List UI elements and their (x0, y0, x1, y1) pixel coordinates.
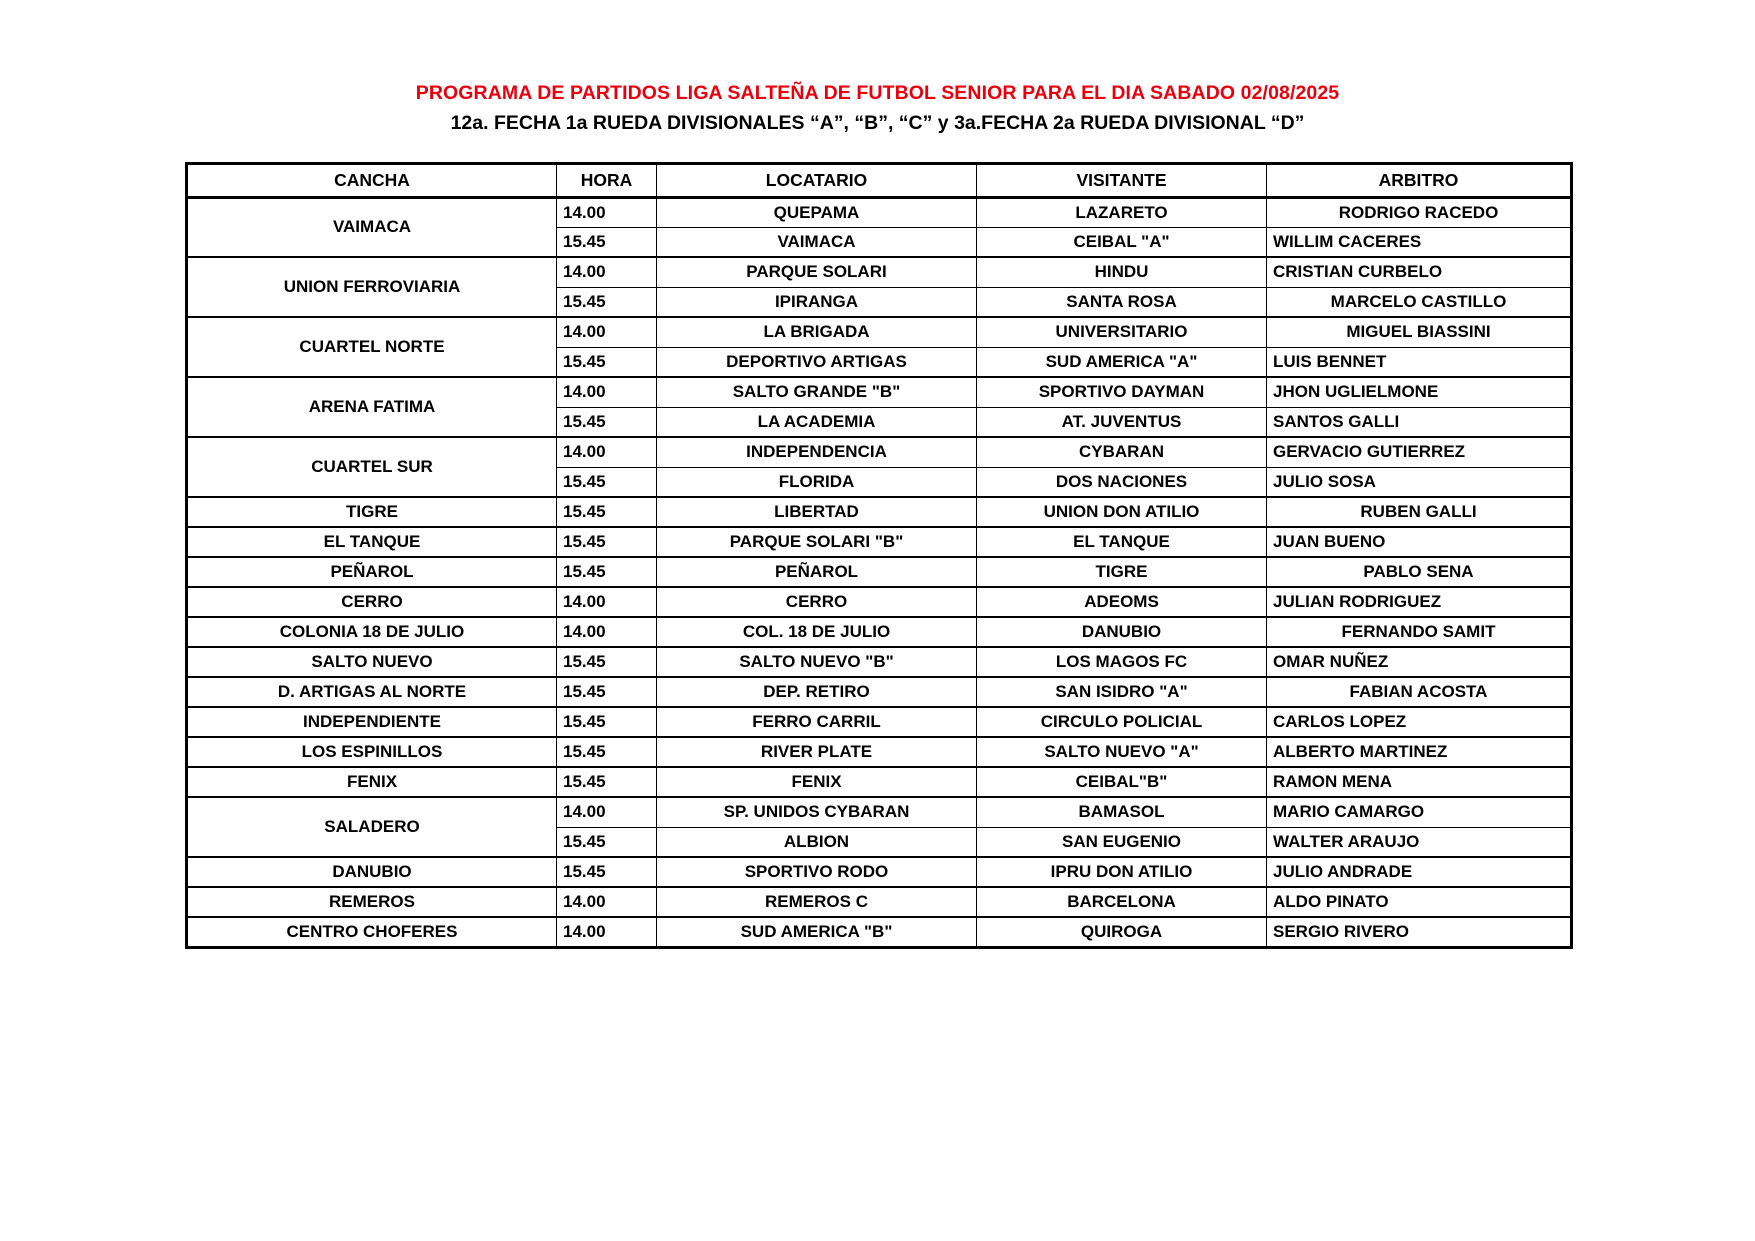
cell-locatario: QUEPAMA (657, 197, 977, 227)
cell-visitante: SALTO NUEVO "A" (977, 737, 1267, 767)
cell-hora: 15.45 (557, 347, 657, 377)
cell-visitante: SPORTIVO DAYMAN (977, 377, 1267, 407)
table-header-row (187, 163, 1572, 197)
cell-cancha: INDEPENDIENTE (187, 707, 557, 737)
table-row (187, 617, 1572, 647)
cell-hora: 15.45 (557, 527, 657, 557)
cell-arbitro: RODRIGO RACEDO (1267, 197, 1572, 227)
match-schedule-table (185, 162, 1573, 949)
table-body (187, 197, 1572, 947)
table-row (187, 857, 1572, 887)
cell-visitante: AT. JUVENTUS (977, 407, 1267, 437)
table-row (187, 317, 1572, 347)
cell-arbitro: MIGUEL BIASSINI (1267, 317, 1572, 347)
cell-visitante: EL TANQUE (977, 527, 1267, 557)
cell-hora: 15.45 (557, 827, 657, 857)
cell-hora: 15.45 (557, 407, 657, 437)
cell-hora: 15.45 (557, 497, 657, 527)
cell-visitante: UNIVERSITARIO (977, 317, 1267, 347)
table-row (187, 707, 1572, 737)
cell-arbitro: CARLOS LOPEZ (1267, 707, 1572, 737)
cell-arbitro: JULIO ANDRADE (1267, 857, 1572, 887)
cell-arbitro: JHON UGLIELMONE (1267, 377, 1572, 407)
cell-cancha: ARENA FATIMA (187, 377, 557, 437)
table-row (187, 377, 1572, 407)
cell-visitante: CEIBAL "A" (977, 227, 1267, 257)
column-header-cancha: CANCHA (187, 163, 557, 197)
cell-cancha: PEÑAROL (187, 557, 557, 587)
cell-hora: 15.45 (557, 467, 657, 497)
cell-locatario: CERRO (657, 587, 977, 617)
cell-locatario: SALTO NUEVO "B" (657, 647, 977, 677)
cell-locatario: DEPORTIVO ARTIGAS (657, 347, 977, 377)
cell-hora: 14.00 (557, 587, 657, 617)
cell-locatario: PARQUE SOLARI (657, 257, 977, 287)
cell-cancha: SALTO NUEVO (187, 647, 557, 677)
cell-hora: 14.00 (557, 257, 657, 287)
cell-hora: 14.00 (557, 887, 657, 917)
cell-locatario: FLORIDA (657, 467, 977, 497)
cell-hora: 14.00 (557, 797, 657, 827)
cell-locatario: LA BRIGADA (657, 317, 977, 347)
table-row (187, 497, 1572, 527)
cell-visitante: LAZARETO (977, 197, 1267, 227)
table-row (187, 527, 1572, 557)
cell-locatario: FERRO CARRIL (657, 707, 977, 737)
table-row (187, 647, 1572, 677)
cell-cancha: COLONIA 18 DE JULIO (187, 617, 557, 647)
table-row (187, 197, 1572, 227)
cell-hora: 14.00 (557, 617, 657, 647)
cell-visitante: DANUBIO (977, 617, 1267, 647)
cell-arbitro: PABLO SENA (1267, 557, 1572, 587)
schedule-table-container (185, 162, 1570, 949)
cell-locatario: RIVER PLATE (657, 737, 977, 767)
cell-locatario: ALBION (657, 827, 977, 857)
cell-visitante: QUIROGA (977, 917, 1267, 947)
cell-visitante: DOS NACIONES (977, 467, 1267, 497)
column-header-arbitro: ARBITRO (1267, 163, 1572, 197)
cell-visitante: BARCELONA (977, 887, 1267, 917)
cell-arbitro: JULIO SOSA (1267, 467, 1572, 497)
cell-cancha: CUARTEL NORTE (187, 317, 557, 377)
cell-arbitro: JUAN BUENO (1267, 527, 1572, 557)
cell-arbitro: MARCELO CASTILLO (1267, 287, 1572, 317)
cell-visitante: SANTA ROSA (977, 287, 1267, 317)
cell-hora: 15.45 (557, 557, 657, 587)
cell-locatario: INDEPENDENCIA (657, 437, 977, 467)
cell-hora: 15.45 (557, 287, 657, 317)
cell-visitante: ADEOMS (977, 587, 1267, 617)
cell-cancha: VAIMACA (187, 197, 557, 257)
cell-visitante: SAN EUGENIO (977, 827, 1267, 857)
cell-hora: 15.45 (557, 767, 657, 797)
cell-visitante: TIGRE (977, 557, 1267, 587)
column-header-visitante: VISITANTE (977, 163, 1267, 197)
cell-locatario: SPORTIVO RODO (657, 857, 977, 887)
cell-locatario: IPIRANGA (657, 287, 977, 317)
cell-hora: 14.00 (557, 437, 657, 467)
document-header (128, 80, 1628, 138)
cell-arbitro: SERGIO RIVERO (1267, 917, 1572, 947)
cell-visitante: CYBARAN (977, 437, 1267, 467)
column-header-locatario: LOCATARIO (657, 163, 977, 197)
cell-visitante: BAMASOL (977, 797, 1267, 827)
cell-arbitro: JULIAN RODRIGUEZ (1267, 587, 1572, 617)
cell-hora: 14.00 (557, 917, 657, 947)
cell-locatario: COL. 18 DE JULIO (657, 617, 977, 647)
cell-cancha: SALADERO (187, 797, 557, 857)
cell-hora: 14.00 (557, 317, 657, 347)
cell-locatario: FENIX (657, 767, 977, 797)
cell-arbitro: RUBEN GALLI (1267, 497, 1572, 527)
cell-cancha: TIGRE (187, 497, 557, 527)
cell-visitante: LOS MAGOS FC (977, 647, 1267, 677)
program-title-primary: PROGRAMA DE PARTIDOS LIGA SALTEÑA DE FUTBOL SENIOR PARA EL DIA SABADO 02/08/2025 (415, 82, 1340, 104)
table-header (187, 163, 1572, 197)
cell-cancha: D. ARTIGAS AL NORTE (187, 677, 557, 707)
cell-arbitro: WALTER ARAUJO (1267, 827, 1572, 857)
cell-cancha: EL TANQUE (187, 527, 557, 557)
cell-locatario: LIBERTAD (657, 497, 977, 527)
cell-arbitro: RAMON MENA (1267, 767, 1572, 797)
cell-visitante: SAN ISIDRO "A" (977, 677, 1267, 707)
cell-cancha: CUARTEL SUR (187, 437, 557, 497)
cell-arbitro: MARIO CAMARGO (1267, 797, 1572, 827)
cell-cancha: CENTRO CHOFERES (187, 917, 557, 947)
cell-hora: 15.45 (557, 227, 657, 257)
table-row (187, 557, 1572, 587)
cell-locatario: LA ACADEMIA (657, 407, 977, 437)
cell-hora: 15.45 (557, 647, 657, 677)
cell-locatario: REMEROS C (657, 887, 977, 917)
cell-locatario: SP. UNIDOS CYBARAN (657, 797, 977, 827)
cell-cancha: LOS ESPINILLOS (187, 737, 557, 767)
cell-arbitro: CRISTIAN CURBELO (1267, 257, 1572, 287)
cell-visitante: IPRU DON ATILIO (977, 857, 1267, 887)
cell-arbitro: LUIS BENNET (1267, 347, 1572, 377)
cell-arbitro: GERVACIO GUTIERREZ (1267, 437, 1572, 467)
table-row (187, 917, 1572, 947)
cell-visitante: CIRCULO POLICIAL (977, 707, 1267, 737)
table-row (187, 677, 1572, 707)
table-row (187, 737, 1572, 767)
cell-hora: 15.45 (557, 737, 657, 767)
cell-hora: 15.45 (557, 677, 657, 707)
cell-locatario: VAIMACA (657, 227, 977, 257)
cell-locatario: SUD AMERICA "B" (657, 917, 977, 947)
table-row (187, 257, 1572, 287)
cell-locatario: PEÑAROL (657, 557, 977, 587)
table-row (187, 437, 1572, 467)
cell-locatario: SALTO GRANDE "B" (657, 377, 977, 407)
cell-arbitro: FERNANDO SAMIT (1267, 617, 1572, 647)
cell-hora: 14.00 (557, 197, 657, 227)
cell-visitante: CEIBAL"B" (977, 767, 1267, 797)
table-row (187, 797, 1572, 827)
cell-arbitro: WILLIM CACERES (1267, 227, 1572, 257)
column-header-hora: HORA (557, 163, 657, 197)
cell-arbitro: SANTOS GALLI (1267, 407, 1572, 437)
cell-arbitro: FABIAN ACOSTA (1267, 677, 1572, 707)
cell-cancha: UNION FERROVIARIA (187, 257, 557, 317)
cell-arbitro: ALDO PINATO (1267, 887, 1572, 917)
table-row (187, 767, 1572, 797)
cell-visitante: SUD AMERICA "A" (977, 347, 1267, 377)
program-title-secondary: 12a. FECHA 1a RUEDA DIVISIONALES “A”, “B”, “C” y 3a.FECHA 2a RUEDA DIVISIONAL “D” (450, 112, 1305, 135)
cell-cancha: FENIX (187, 767, 557, 797)
cell-arbitro: OMAR NUÑEZ (1267, 647, 1572, 677)
cell-hora: 14.00 (557, 377, 657, 407)
cell-visitante: UNION DON ATILIO (977, 497, 1267, 527)
cell-visitante: HINDU (977, 257, 1267, 287)
cell-hora: 15.45 (557, 707, 657, 737)
cell-arbitro: ALBERTO MARTINEZ (1267, 737, 1572, 767)
table-row (187, 887, 1572, 917)
cell-hora: 15.45 (557, 857, 657, 887)
table-row (187, 587, 1572, 617)
cell-locatario: PARQUE SOLARI "B" (657, 527, 977, 557)
cell-cancha: REMEROS (187, 887, 557, 917)
cell-cancha: DANUBIO (187, 857, 557, 887)
cell-locatario: DEP. RETIRO (657, 677, 977, 707)
cell-cancha: CERRO (187, 587, 557, 617)
